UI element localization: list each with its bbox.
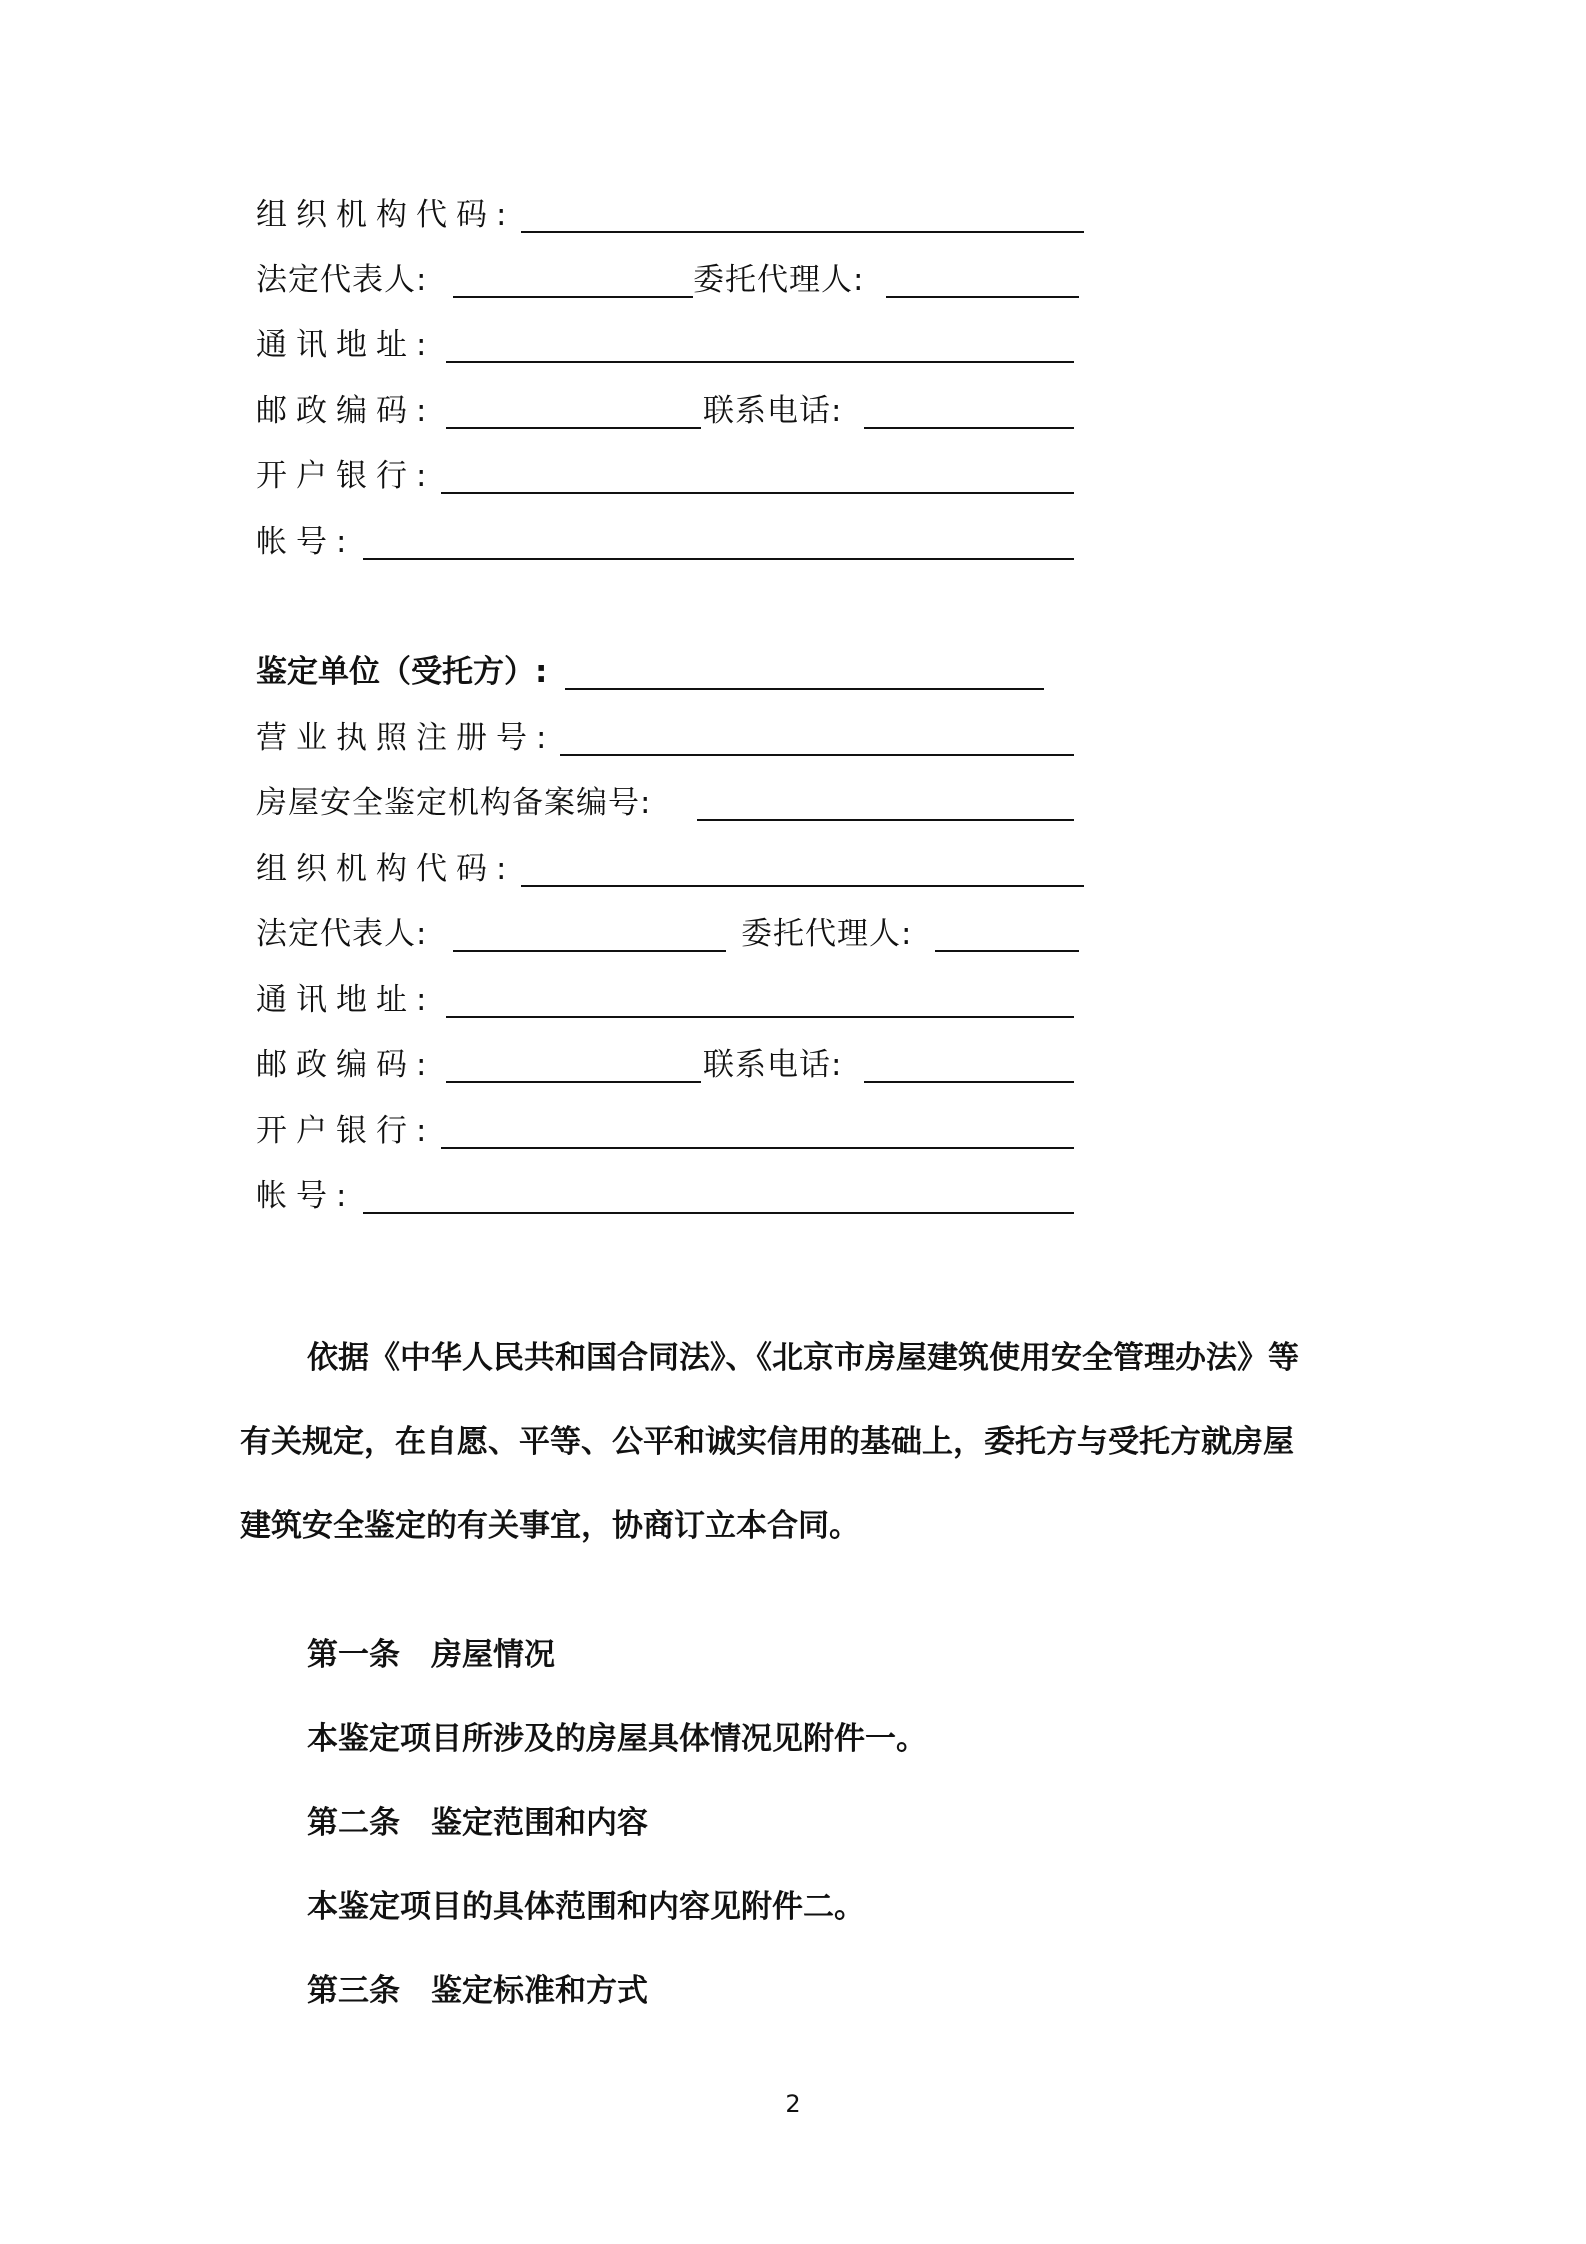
preamble-line-2: 有关规定，在自愿、平等、公平和诚实信用的基础上，委托方与受托方就房屋 xyxy=(240,1424,1294,1460)
bank-label: 开户银行: xyxy=(256,458,436,494)
address-blank xyxy=(446,1016,1074,1018)
party-b-org-code-row xyxy=(0,847,1586,907)
page-number: 2 xyxy=(785,2090,801,2118)
phone-blank xyxy=(864,427,1074,429)
legal-rep-label: 法定代表人: xyxy=(256,916,428,952)
account-blank xyxy=(363,1212,1074,1214)
agent-label: 委托代理人: xyxy=(693,262,865,298)
phone-blank xyxy=(864,1081,1074,1083)
article-1-heading: 第一条 房屋情况 xyxy=(307,1637,555,1673)
phone-label: 联系电话: xyxy=(703,1047,843,1083)
agent-label: 委托代理人: xyxy=(741,916,913,952)
legal-rep-blank xyxy=(453,950,726,952)
bank-label: 开户银行: xyxy=(256,1113,436,1149)
party-b-bank-row xyxy=(0,1109,1586,1169)
preamble-line-1: 依据《中华人民共和国合同法》、《北京市房屋建筑使用安全管理办法》等 xyxy=(307,1340,1299,1376)
postcode-label: 邮政编码: xyxy=(256,393,436,429)
postcode-blank xyxy=(446,427,701,429)
license-label: 营业执照注册号: xyxy=(256,720,556,756)
party-b-address-row xyxy=(0,978,1586,1038)
party-b-rep-row xyxy=(0,912,1586,972)
postcode-label: 邮政编码: xyxy=(256,1047,436,1083)
org-code-blank xyxy=(521,885,1084,887)
agent-blank xyxy=(935,950,1079,952)
org-code-label: 组织机构代码: xyxy=(256,851,516,887)
party-a-bank-row xyxy=(0,454,1586,514)
article-1-body: 本鉴定项目所涉及的房屋具体情况见附件一。 xyxy=(307,1721,927,1757)
party-a-rep-row xyxy=(0,258,1586,318)
bank-blank xyxy=(441,1147,1074,1149)
unit-blank xyxy=(565,688,1044,690)
legal-rep-blank xyxy=(453,296,693,298)
agent-blank xyxy=(886,296,1079,298)
postcode-blank xyxy=(446,1081,701,1083)
article-2-body: 本鉴定项目的具体范围和内容见附件二。 xyxy=(307,1889,865,1925)
filing-blank xyxy=(697,819,1074,821)
org-code-label: 组织机构代码: xyxy=(256,197,516,233)
address-label: 通讯地址: xyxy=(256,982,436,1018)
party-b-postcode-row xyxy=(0,1043,1586,1103)
party-a-address-row xyxy=(0,323,1586,383)
license-blank xyxy=(560,754,1074,756)
org-code-blank xyxy=(521,231,1084,233)
party-b-unit-row xyxy=(0,650,1586,710)
article-2-heading: 第二条 鉴定范围和内容 xyxy=(307,1805,648,1841)
unit-label: 鉴定单位（受托方）: xyxy=(256,654,548,690)
party-a-account-row xyxy=(0,520,1586,580)
party-b-license-row xyxy=(0,716,1586,776)
account-label: 帐号: xyxy=(256,524,356,560)
party-b-filing-row xyxy=(0,781,1586,841)
address-label: 通讯地址: xyxy=(256,327,436,363)
filing-label: 房屋安全鉴定机构备案编号: xyxy=(256,785,652,821)
party-b-account-row xyxy=(0,1174,1586,1234)
party-a-org-code-row xyxy=(0,193,1586,253)
account-label: 帐号: xyxy=(256,1178,356,1214)
legal-rep-label: 法定代表人: xyxy=(256,262,428,298)
party-a-postcode-row xyxy=(0,389,1586,449)
address-blank xyxy=(446,361,1074,363)
bank-blank xyxy=(441,492,1074,494)
article-3-heading: 第三条 鉴定标准和方式 xyxy=(307,1973,648,2009)
phone-label: 联系电话: xyxy=(703,393,843,429)
preamble-line-3: 建筑安全鉴定的有关事宜，协商订立本合同。 xyxy=(240,1508,860,1544)
account-blank xyxy=(363,558,1074,560)
